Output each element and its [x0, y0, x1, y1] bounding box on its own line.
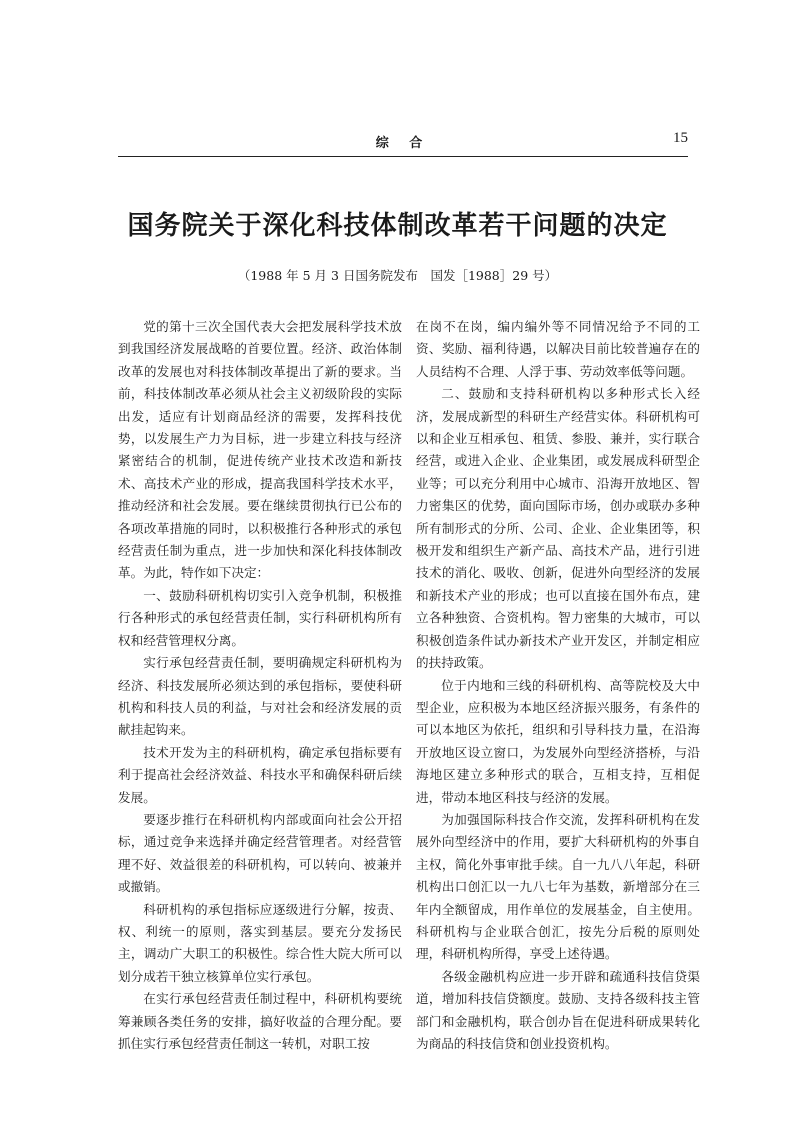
body-columns: [118, 316, 700, 1096]
section-label: 综 合: [375, 136, 431, 151]
document-title: 国务院关于深化科技体制改革若干问题的决定: [127, 211, 668, 241]
paragraph: 各级金融机构应进一步开辟和疏通科技信贷渠道，增加科技信贷额度。鼓励、支持各级科技主管部门和金融机构，联合创办旨在促进科研成果转化为商品的科技信贷和创业投资机构。: [416, 968, 700, 1051]
paragraph: 为加强国际科技合作交流，发挥科研机构在发展外向型经济中的作用，要扩大科研机构的外事自主权，简化外事审批手续。自一九八八年起，科研机构出口创汇以一九八七年为基数，新增部分在三年内全额留成，用作单位的发展基金，自主使用。科研机构与企业联合创汇，按先分后税的原则处理，科研机构所得，享受上述待遇。: [416, 811, 700, 962]
paragraph: 科研机构的承包指标应逐级进行分解，按责、权、利统一的原则，落实到基层。要充分发扬民主，调动广大职工的积极性。综合性大院大所可以划分成若干独立核算单位实行承包。: [118, 901, 402, 984]
page-number: 15: [673, 130, 688, 146]
page-header: [118, 130, 688, 160]
paragraph: 要逐步推行在科研机构内部或面向社会公开招标，通过竞争来选择并确定经营管理者。对经营管理不好、效益很差的科研机构，可以转向、被兼并或撤销。: [118, 811, 402, 895]
paragraph: 在岗不在岗，编内编外等不同情况给予不同的工资、奖励、福利待遇，以解决目前比较普遍存在的人员结构不合理、人浮于事、劳动效率低等问题。: [416, 319, 700, 379]
paragraph: 二、鼓励和支持科研机构以多种形式长入经济，发展成新型的科研生产经营实体。科研机构可以和企业互相承包、租赁、参股、兼并，实行联合经营，或进入企业、企业集团，或发展成科研型企业等；可以充分利用中心城市、沿海开放地区、智力密集区的优势，面向国际市场，创办或联办多种所有制形式的分所、公司、企业、企业集团等，积极开发和组织生产新产品、高技术产品，进行引进技术的消化、吸收、创新，促进外向型经济的发展和新技术产业的形成；也可以直接在国外布点，建立各种独资、合资机构。智力密集的大城市，可以积极创造条件试办新技术产业开发区，并制定相应的扶持政策。: [416, 386, 700, 671]
header-divider: [118, 156, 688, 157]
paragraph: 位于内地和三线的科研机构、高等院校及大中型企业，应积极为本地区经济振兴服务，有条件的可以本地区为依托，组织和引导科技力量，在沿海开放地区设立窗口，为发展外向型经济搭桥，与沿海地区建立多种形式的联合，互相支持，互相促进，带动本地区科技与经济的发展。: [416, 677, 700, 805]
paragraph: 一、鼓励科研机构切实引入竞争机制，积极推行各种形式的承包经营责任制，实行科研机构所有权和经营管理权分离。: [118, 587, 402, 648]
paragraph: 在实行承包经营责任制过程中，科研机构要统筹兼顾各类任务的安排，搞好收益的合理分配。要抓住实行承包经营责任制这一转机，对职工按: [118, 991, 402, 1051]
left-column: [118, 316, 402, 1096]
right-column: [416, 316, 700, 1096]
paragraph: 实行承包经营责任制，要明确规定科研机构为经济、科技发展所必须达到的承包指标，要使科研机构和科技人员的利益，与对社会和经济发展的贡献挂起钩来。: [118, 655, 402, 738]
paragraph: 技术开发为主的科研机构，确定承包指标要有利于提高社会经济效益、科技水平和确保科研后续发展。: [118, 744, 402, 805]
paragraph: 党的第十三次全国代表大会把发展科学技术放到我国经济发展战略的首要位置。经济、政治体制改革的发展也对科技体制改革提出了新的要求。当前，科技体制改革必须从社会主义初级阶段的实际出发，适应有计划商品经济的需要，发挥科技优势，以发展生产力为目标，进一步建立科技与经济紧密结合的机制，促进传统产业技术改造和新技术、高技术产业的形成，提高我国科学技术水平，推动经济和社会发展。要在继续贯彻执行已公布的各项改革措施的同时，以积极推行各种形式的承包经营责任制为重点，进一步加快和深化科技体制改革。为此，特作如下决定：: [118, 319, 402, 581]
document-subtitle: （1988 年 5 月 3 日国务院发布 国发［1988］29 号）: [237, 268, 558, 283]
